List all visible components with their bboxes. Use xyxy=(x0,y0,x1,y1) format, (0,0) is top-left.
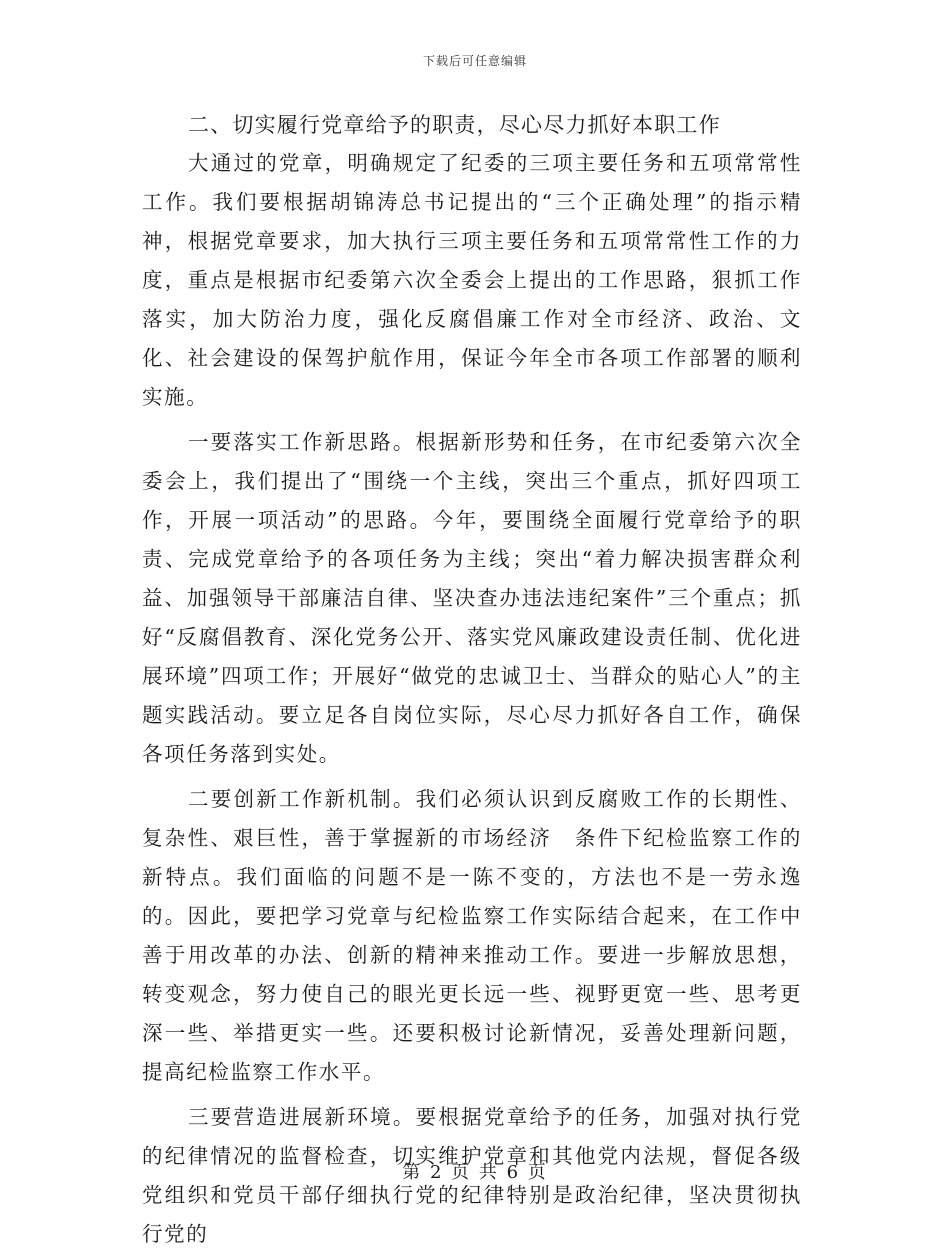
section-heading: 二、切实履行党章给予的职责，尽心尽力抓好本职工作 xyxy=(188,113,721,137)
page-number-footer: 第 2 页 共 6 页 xyxy=(402,1162,548,1183)
document-body xyxy=(142,108,802,1260)
paragraph: 三要营造进展新环境。要根据党章给予的任务，加强对执行党的纪律情况的监督检查，切实维护党章和其他党内法规，督促各级党组织和党员干部仔细执行党的纪律特别是政治纪律，坚决贯彻执行党的 xyxy=(142,1105,802,1246)
paragraph: 一要落实工作新思路。根据新形势和任务，在市纪委第六次全委会上，我们提出了“围绕一个主线，突出三个重点，抓好四项工作，开展一项活动”的思路。今年，要围绕全面履行党章给予的职责、完成党章给予的各项任务为主线；突出“着力解决损害群众利益、加强领导干部廉洁自律、坚决查办违法违纪案件”三个重点；抓好“反腐倡教育、深化党务公开、落实党风廉政建设责任制、优化进展环境”四项工作；开展好“做党的忠诚卫士、当群众的贴心人”的主题实践活动。要立足各自岗位实际，尽心尽力抓好各自工作，确保各项任务落到实处。 xyxy=(142,430,802,766)
paragraph: 大通过的党章，明确规定了纪委的三项主要任务和五项常常性工作。我们要根据胡锦涛总书记提出的“三个正确处理”的指示精神，根据党章要求，加大执行三项主要任务和五项常常性工作的力度，重点是根据市纪委第六次全委会上提出的工作思路，狠抓工作落实，加大防治力度，强化反腐倡廉工作对全市经济、政治、文化、社会建设的保驾护航作用，保证今年全市各项工作部署的顺利实施。 xyxy=(142,151,802,409)
page-header: 下载后可任意编辑 xyxy=(422,54,527,68)
paragraph: 二要创新工作新机制。我们必须认识到反腐败工作的长期性、复杂性、艰巨性，善于掌握新的市场经济 条件下纪检监察工作的新特点。我们面临的问题不是一陈不变的，方法也不是一劳永逸的。因此，要把学习党章与纪检监察工作实际结合起来，在工作中善于用改革的办法、创新的精神来推动工作。要进一步解放思想，转变观念，努力使自己的眼光更长远一些、视野更宽一些、思考更深一些、举措更实一些。还要积极讨论新情况，妥善处理新问题，提高纪检监察工作水平。 xyxy=(142,787,802,1084)
